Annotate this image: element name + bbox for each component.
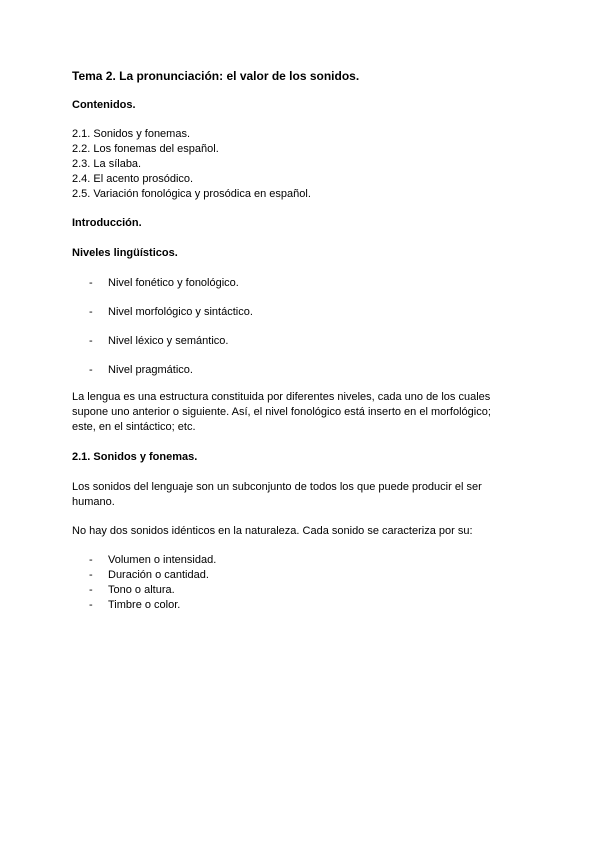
contents-item: 2.1. Sonidos y fonemas. (72, 128, 191, 140)
levels-paragraph: La lengua es una estructura constituida por diferentes niveles, cada uno de los cuales supone uno anterior o siguiente. Así, el nivel fonológico está inserto en el morfológico; este, en el sintáctico; etc. (72, 391, 491, 433)
bullet-dash: - (89, 306, 93, 318)
levels-item-text: Nivel pragmático. (108, 364, 193, 376)
contents-item: 2.3. La sílaba. (72, 158, 142, 170)
features-item-text: Timbre o color. (108, 599, 181, 611)
contents-heading: Contenidos. (72, 99, 136, 111)
section-paragraph-1: Los sonidos del lenguaje son un subconjunto de todos los que puede producir el ser humano. (72, 481, 482, 508)
bullet-dash: - (89, 584, 93, 596)
contents-list (72, 127, 311, 202)
introduction-heading: Introducción. (72, 217, 142, 229)
bullet-dash: - (89, 277, 93, 289)
levels-heading: Niveles lingüísticos. (72, 247, 178, 259)
section-paragraph-2: No hay dos sonidos idénticos en la naturaleza. Cada sonido se caracteriza por su: (72, 525, 473, 537)
features-item-text: Duración o cantidad. (108, 569, 209, 581)
levels-item-text: Nivel morfológico y sintáctico. (108, 306, 253, 318)
contents-item: 2.5. Variación fonológica y prosódica en español. (72, 188, 311, 200)
bullet-dash: - (89, 569, 93, 581)
bullet-dash: - (89, 364, 93, 376)
levels-item-text: Nivel léxico y semántico. (108, 335, 229, 347)
document-title: Tema 2. La pronunciación: el valor de los sonidos. (72, 69, 360, 83)
bullet-dash: - (89, 554, 93, 566)
bullet-dash: - (89, 599, 93, 611)
contents-item: 2.4. El acento prosódico. (72, 173, 194, 185)
contents-item: 2.2. Los fonemas del español. (72, 143, 219, 155)
features-item-text: Tono o altura. (108, 584, 175, 596)
features-item-text: Volumen o intensidad. (108, 554, 217, 566)
section-heading: 2.1. Sonidos y fonemas. (72, 451, 198, 463)
levels-item-text: Nivel fonético y fonológico. (108, 277, 239, 289)
bullet-dash: - (89, 335, 93, 347)
